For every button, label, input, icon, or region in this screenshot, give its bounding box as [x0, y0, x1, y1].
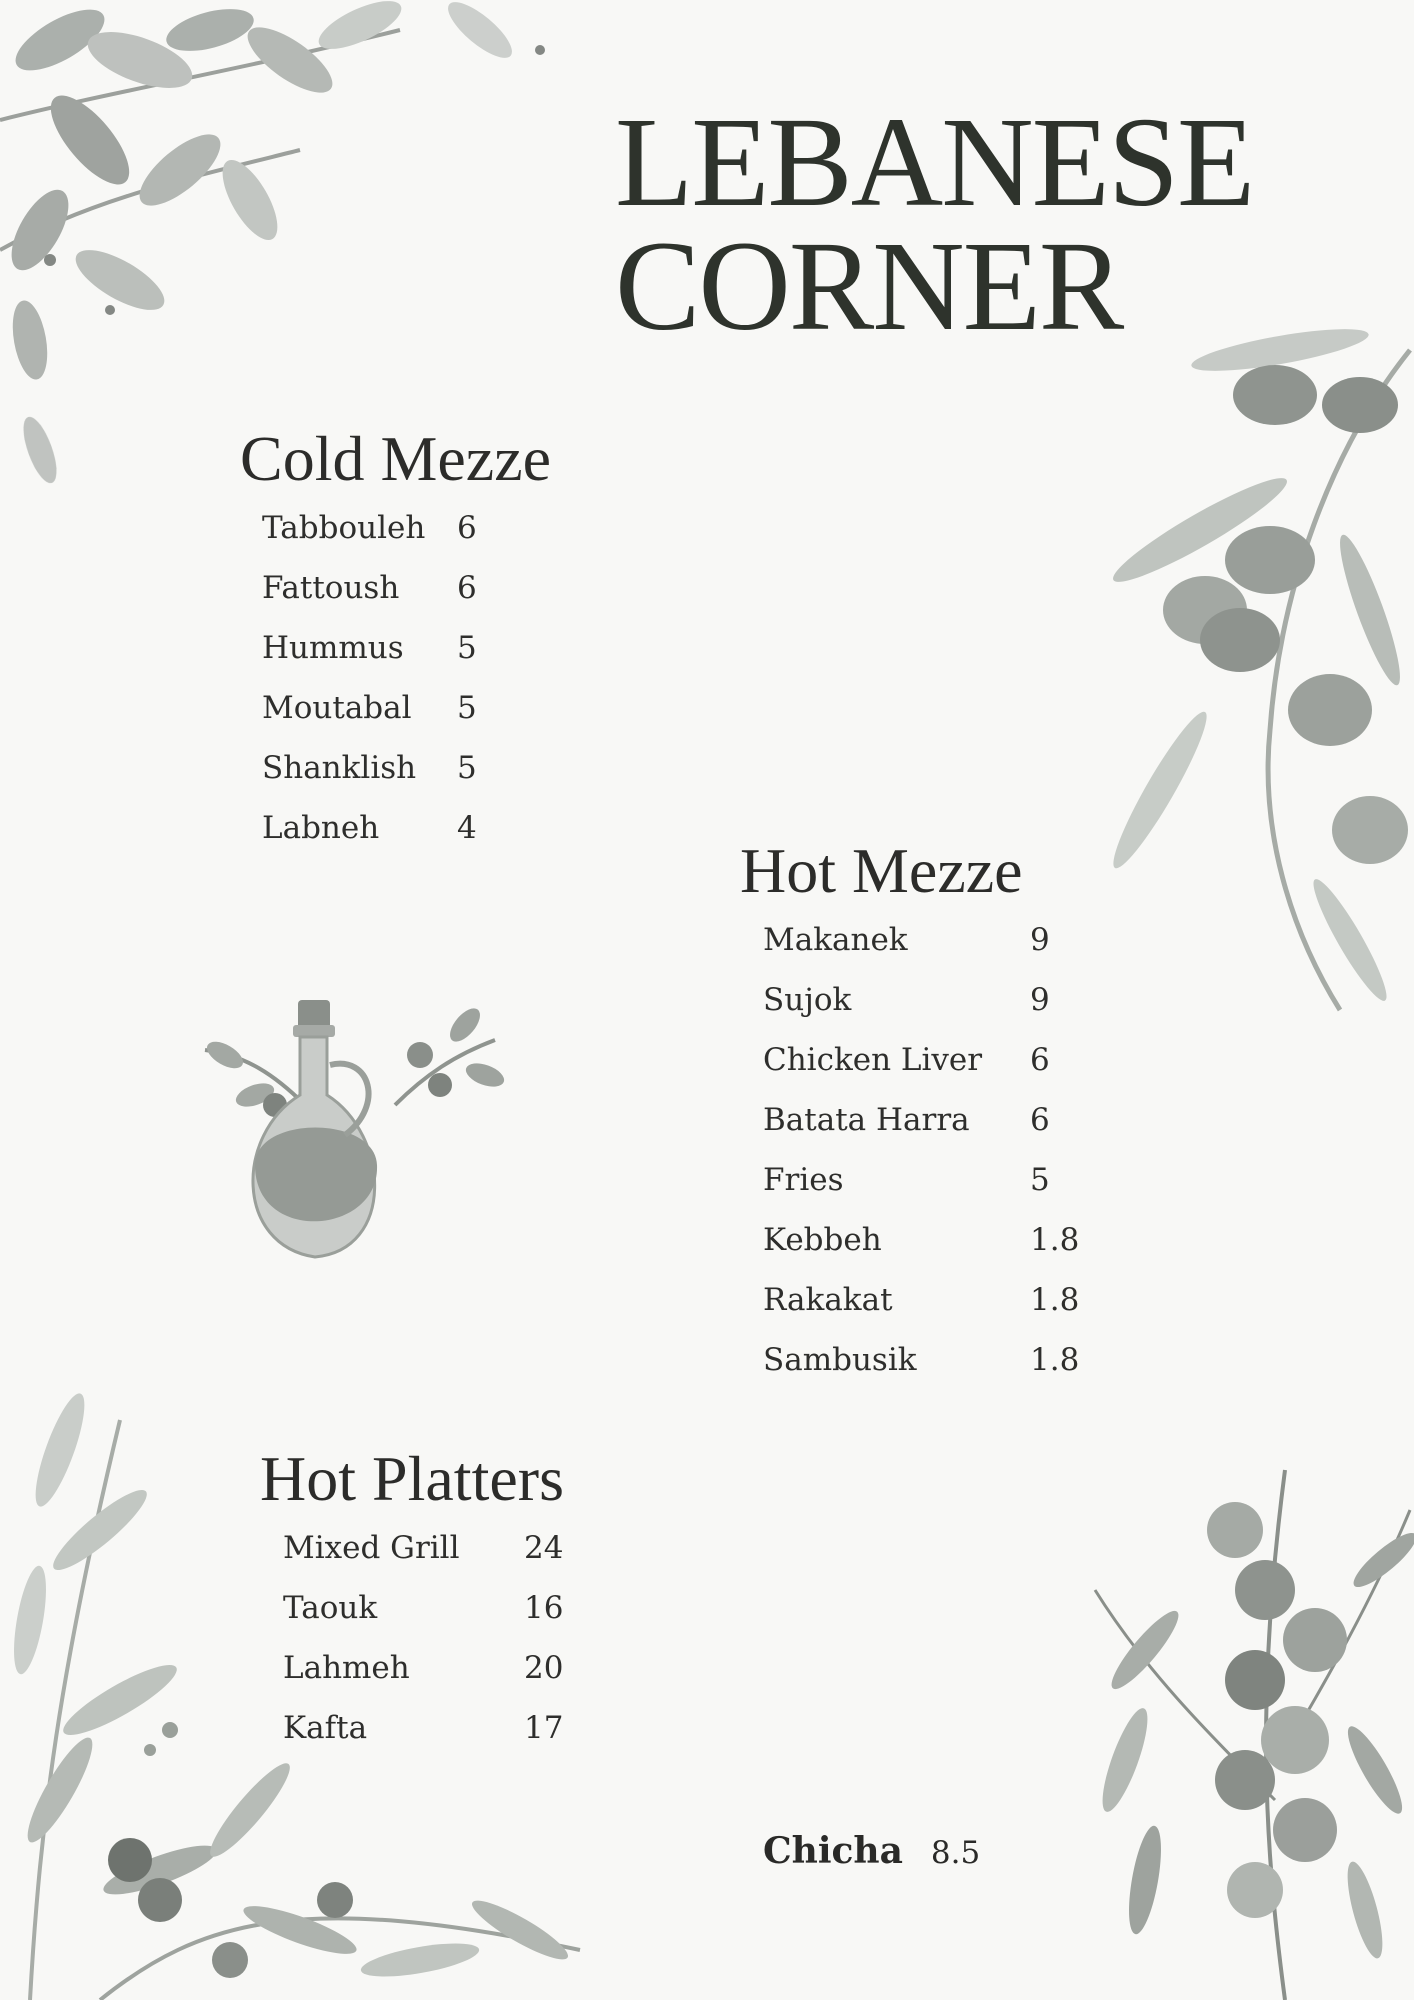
item-price: 6 — [457, 570, 477, 606]
item-price: 5 — [457, 690, 477, 726]
menu-item — [763, 1042, 1103, 1102]
item-price: 20 — [524, 1650, 564, 1686]
menu-item — [763, 922, 1103, 982]
chicha-item — [763, 1830, 980, 1872]
item-name: Fries — [763, 1162, 844, 1198]
item-name: Shanklish — [262, 750, 417, 786]
hot-platters-list — [283, 1530, 583, 1770]
menu-item — [763, 1222, 1103, 1282]
menu-item — [763, 1102, 1103, 1162]
eucalyptus-bottom-right-illustration — [1085, 1450, 1414, 2000]
item-price: 5 — [1030, 1162, 1050, 1198]
item-price: 4 — [457, 810, 477, 846]
item-price: 1.8 — [1030, 1342, 1080, 1378]
item-price: 5 — [457, 630, 477, 666]
menu-item — [763, 1342, 1103, 1402]
item-name: Labneh — [262, 810, 380, 846]
menu-item — [283, 1590, 583, 1650]
item-name: Hummus — [262, 630, 404, 666]
restaurant-title — [615, 91, 1254, 357]
item-name: Moutabal — [262, 690, 412, 726]
item-price: 16 — [524, 1590, 564, 1626]
hot-mezze-list — [763, 922, 1103, 1402]
menu-item — [262, 750, 522, 810]
item-price: 24 — [524, 1530, 564, 1566]
item-price: 6 — [1030, 1042, 1050, 1078]
olive-branch-right-illustration — [1080, 310, 1414, 1030]
item-name: Rakakat — [763, 1282, 893, 1318]
chicha-price: 8.5 — [930, 1835, 981, 1871]
chicha-name: Chicha — [763, 1830, 903, 1872]
menu-item — [262, 570, 522, 630]
menu-item — [283, 1710, 583, 1770]
item-name: Kebbeh — [763, 1222, 882, 1258]
cold-mezze-heading: Cold Mezze — [240, 423, 551, 494]
item-name: Makanek — [763, 922, 908, 958]
title-line-1: LEBANESE — [615, 91, 1254, 233]
item-price: 17 — [524, 1710, 564, 1746]
item-price: 6 — [1030, 1102, 1050, 1138]
menu-item — [763, 1282, 1103, 1342]
item-name: Sambusik — [763, 1342, 917, 1378]
olive-oil-bottle-illustration — [195, 995, 505, 1280]
item-name: Tabbouleh — [262, 510, 426, 546]
menu-item — [262, 630, 522, 690]
title-line-2: CORNER — [615, 215, 1123, 357]
menu-item — [763, 1162, 1103, 1222]
item-price: 6 — [457, 510, 477, 546]
item-price: 1.8 — [1030, 1282, 1080, 1318]
item-price: 9 — [1030, 922, 1050, 958]
item-name: Taouk — [283, 1590, 378, 1626]
menu-item — [262, 690, 522, 750]
item-price: 5 — [457, 750, 477, 786]
item-name: Mixed Grill — [283, 1530, 460, 1566]
hot-platters-heading: Hot Platters — [260, 1443, 564, 1514]
menu-item — [763, 982, 1103, 1042]
item-name: Kafta — [283, 1710, 368, 1746]
item-name: Chicken Liver — [763, 1042, 983, 1078]
cold-mezze-list — [262, 510, 522, 870]
hot-mezze-heading: Hot Mezze — [740, 835, 1023, 906]
menu-item — [262, 510, 522, 570]
item-name: Sujok — [763, 982, 852, 1018]
menu-item — [262, 810, 522, 870]
item-price: 1.8 — [1030, 1222, 1080, 1258]
item-name: Lahmeh — [283, 1650, 410, 1686]
item-name: Batata Harra — [763, 1102, 970, 1138]
menu-item — [283, 1650, 583, 1710]
item-price: 9 — [1030, 982, 1050, 1018]
menu-item — [283, 1530, 583, 1590]
item-name: Fattoush — [262, 570, 400, 606]
